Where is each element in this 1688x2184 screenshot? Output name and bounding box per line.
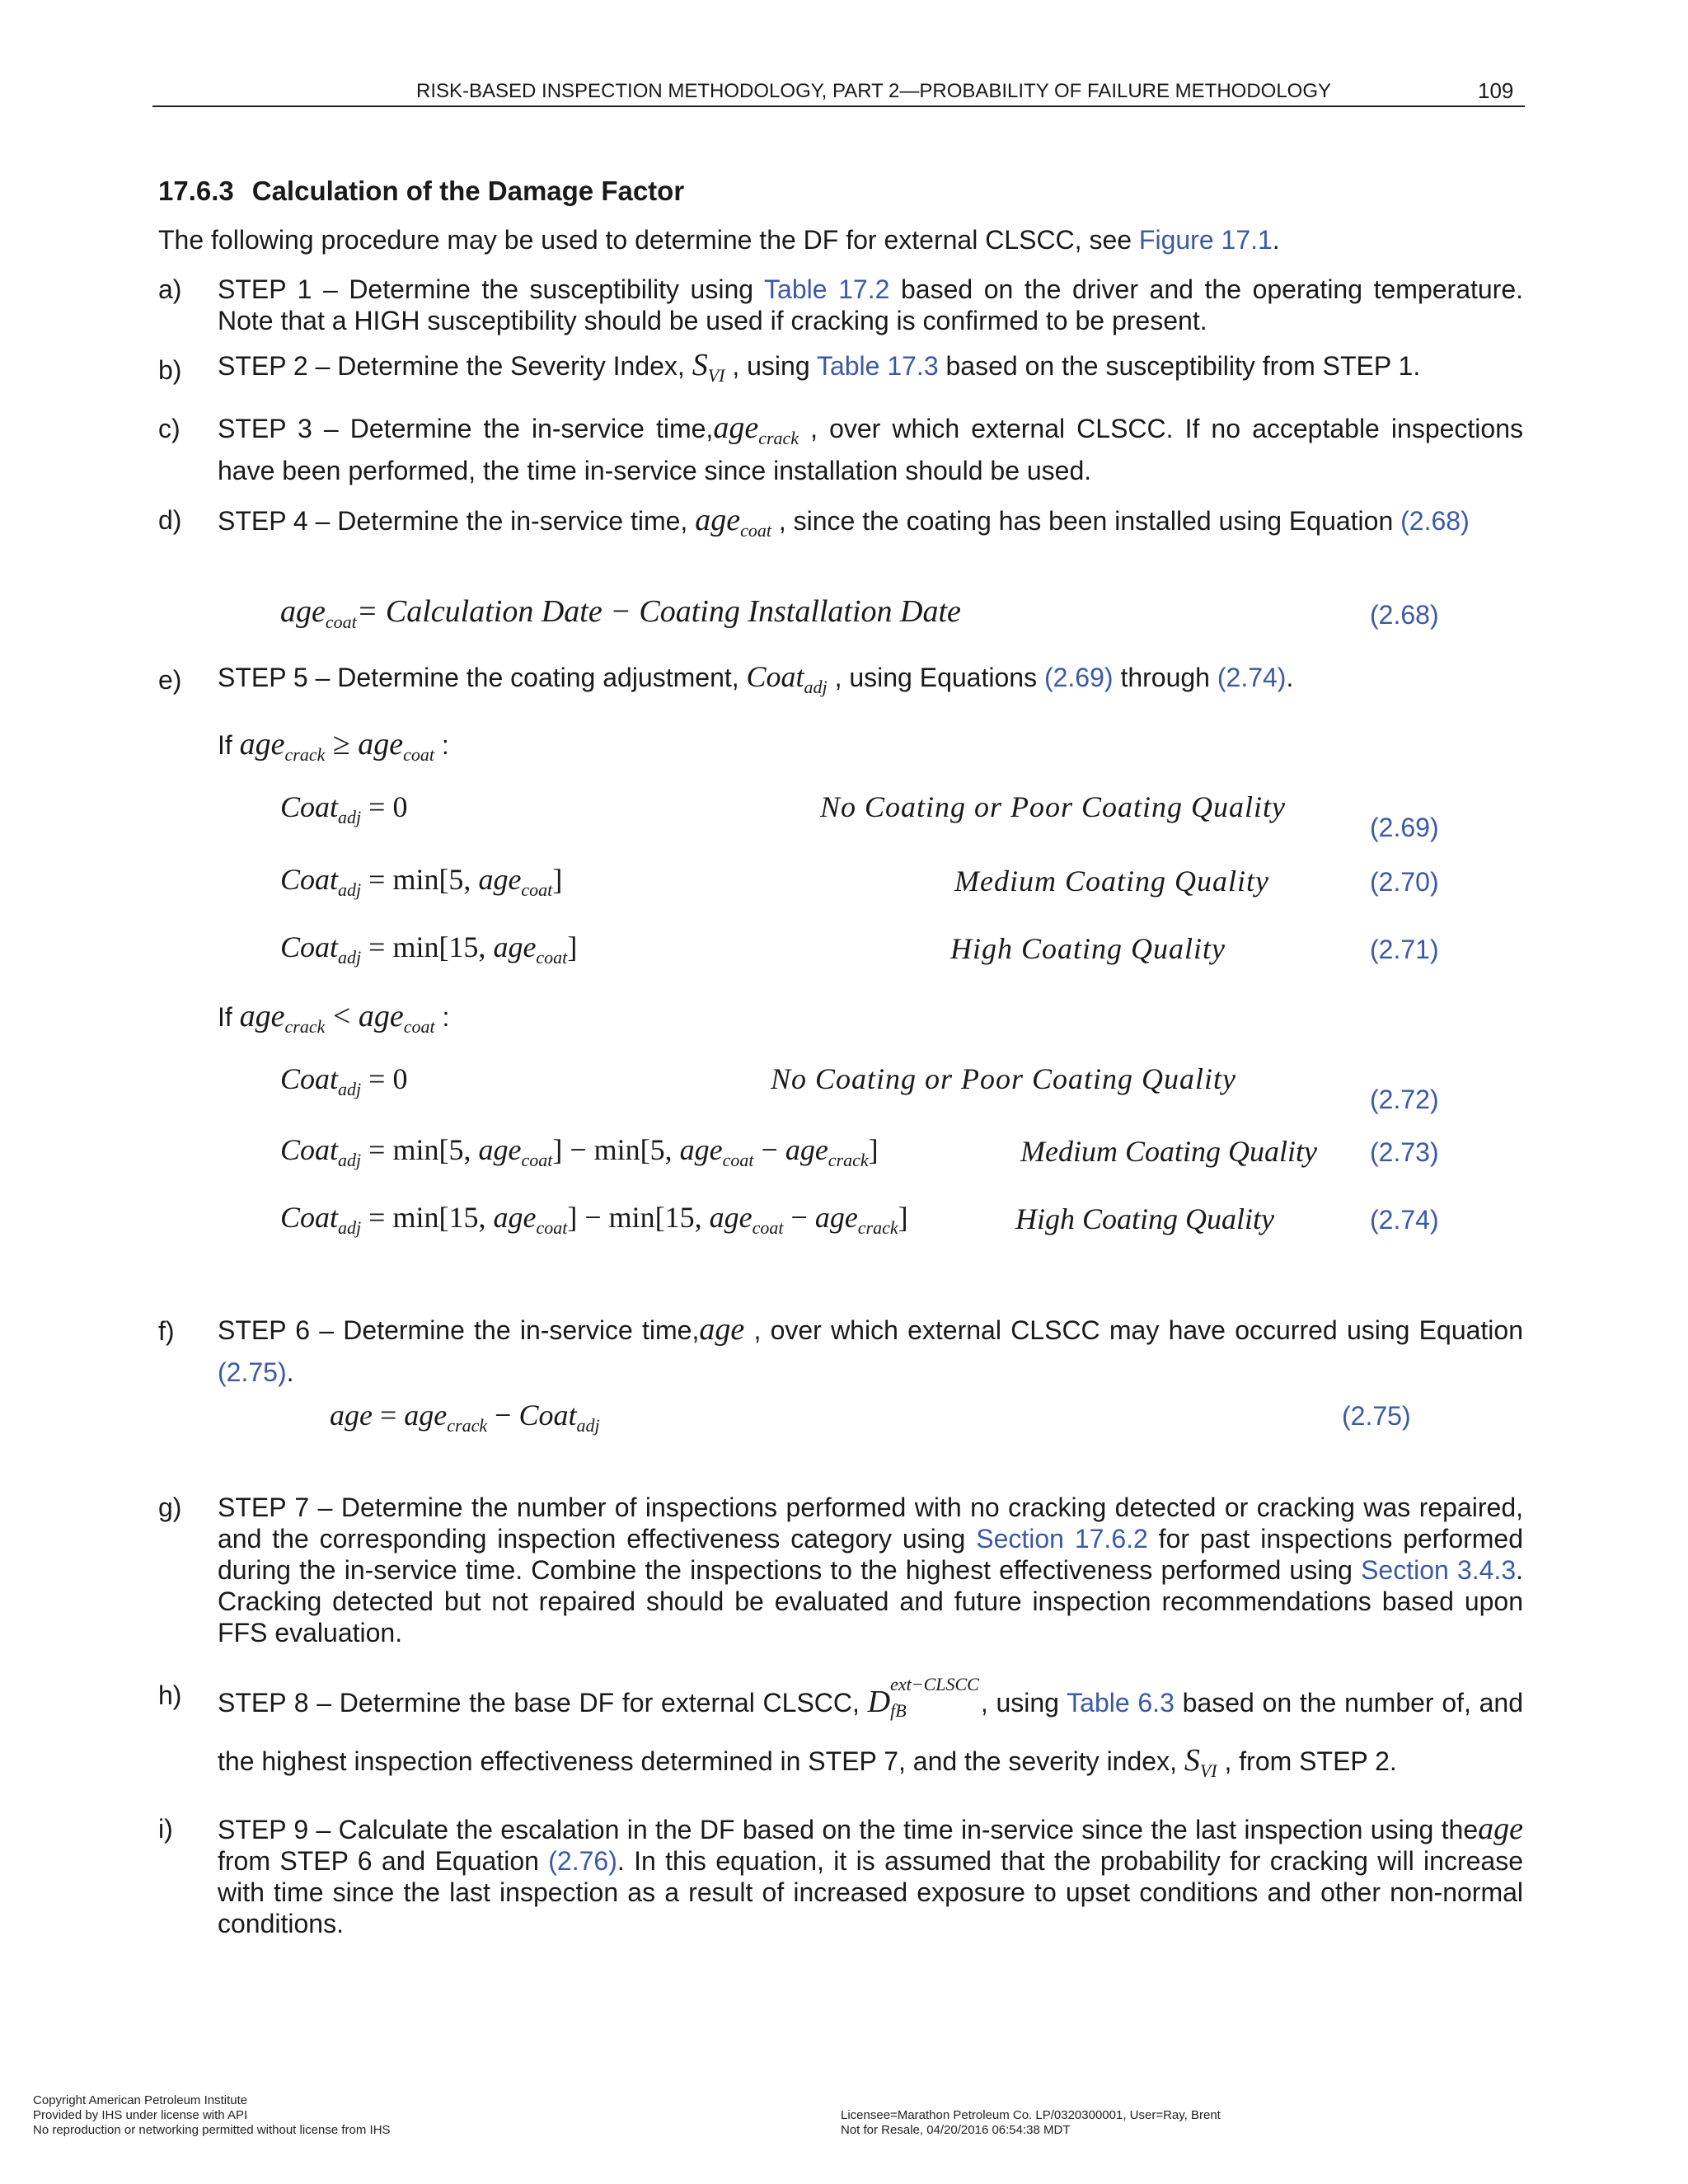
- step-c-label: c): [158, 414, 181, 443]
- eq-number-2-69: (2.69): [1370, 813, 1439, 842]
- step-g-label: g): [158, 1493, 182, 1522]
- step-i-label: i): [158, 1814, 173, 1844]
- equation-2-70: Coat$_{adj}$ = min[5, age$_{coat}$]: [280, 863, 563, 900]
- coating-quality-2-71: High Coating Quality: [950, 932, 1226, 965]
- coating-quality-2-69: No Coating or Poor Coating Quality: [820, 790, 1287, 823]
- severity-index-symbol: $S_{VI}$: [692, 348, 725, 386]
- coating-quality-2-73: Medium Coating Quality: [1020, 1135, 1317, 1168]
- step-h-label: h): [158, 1680, 182, 1710]
- section-title: Calculation of the Damage Factor: [251, 176, 685, 206]
- step-e-label: e): [158, 665, 182, 695]
- figure-17-1-link[interactable]: Figure 17.1: [1138, 225, 1273, 255]
- equation-2-69: Coat$_{adj}$ = 0: [280, 790, 408, 827]
- eq-2-69-link[interactable]: (2.69): [1043, 663, 1114, 692]
- eq-2-68-link[interactable]: (2.68): [1400, 506, 1470, 536]
- step-f-text: STEP 6 – Determine the in-service time,age , over which external CLSCC may have occurred using Equation (2.75).: [218, 1312, 1524, 1387]
- step-d-label: d): [158, 505, 182, 535]
- running-title: RISK-BASED INSPECTION METHODOLOGY, PART 2—PROBABILITY OF FAILURE METHODOLOGY: [416, 80, 1332, 102]
- step-b-text: STEP 2 – Determine the Severity Index, $S_{VI}$ , using Table 17.3 based on the susceptibility from STEP 1.: [218, 348, 1421, 386]
- section-3-4-3-link[interactable]: Section 3.4.3: [1361, 1555, 1517, 1585]
- coating-quality-2-72: No Coating or Poor Coating Quality: [771, 1062, 1237, 1095]
- eq-number-2-73: (2.73): [1370, 1137, 1439, 1167]
- step-c-text: STEP 3 – Determine the in-service time,age$_{crack}$ , over which external CLSCC. If no acceptable inspections have been performed, the time in-service since installation should be used.: [218, 410, 1524, 485]
- footer-left: Copyright American Petroleum Institute Provided by IHS under license with API No reproduction or networking permitted without license from IHS: [33, 2093, 391, 2137]
- running-header: [416, 80, 1331, 103]
- step-f-label: f): [158, 1316, 175, 1346]
- coating-quality-2-74: High Coating Quality: [1015, 1202, 1274, 1235]
- eq-number-2-72: (2.72): [1370, 1085, 1439, 1114]
- table-6-3-link[interactable]: Table 6.3: [1067, 1688, 1175, 1718]
- base-df-symbol: D ext−CLSCC fB: [867, 1674, 979, 1721]
- section-17-6-2-link[interactable]: Section 17.6.2: [976, 1524, 1148, 1554]
- condition-crack-ge-coat: If age$_{crack}$ ≥ age$_{coat}$ :: [218, 727, 449, 765]
- section-heading: [158, 176, 684, 207]
- equation-2-75: age = age$_{crack}$ − Coat$_{adj}$: [330, 1399, 600, 1436]
- table-17-3-link[interactable]: Table 17.3: [816, 351, 939, 381]
- step-e-text: STEP 5 – Determine the coating adjustment, Coat$_{adj}$ , using Equations (2.69) through (2.74).: [218, 660, 1294, 697]
- coating-quality-2-70: Medium Coating Quality: [954, 865, 1269, 898]
- condition-crack-lt-coat: If age$_{crack}$ < age$_{coat}$ :: [218, 999, 450, 1037]
- eq-2-74-link[interactable]: (2.74): [1217, 663, 1287, 692]
- header-rule: [152, 105, 1525, 107]
- equation-2-68: age$_{coat}$= Calculation Date − Coating Installation Date: [280, 594, 961, 632]
- equation-2-74: Coat$_{adj}$ = min[15, age$_{coat}$] − min[15, age$_{coat}$ − age$_{crack}$]: [280, 1201, 908, 1238]
- intro-paragraph: The following procedure may be used to determine the DF for external CLSCC, see Figure 17.1.: [158, 225, 1280, 255]
- table-17-2-link[interactable]: Table 17.2: [764, 274, 890, 304]
- step-a-label: a): [158, 274, 182, 304]
- section-number: 17.6.3: [158, 176, 234, 206]
- equation-2-71: Coat$_{adj}$ = min[15, age$_{coat}$]: [280, 930, 578, 968]
- eq-2-76-link[interactable]: (2.76): [548, 1846, 617, 1876]
- eq-number-2-70: (2.70): [1370, 867, 1439, 897]
- step-i-text: STEP 9 – Calculate the escalation in the DF based on the time in-service since the last inspection using theage from STEP 6 and Equation (2.76). In this equation, it is assumed that the probability for cracking will increase with time since the last inspection as a result of increased exposure to upset conditions and other non-normal conditions.: [218, 1811, 1524, 1938]
- step-d-text: STEP 4 – Determine the in-service time, age$_{coat}$ , since the coating has been installed using Equation (2.68): [218, 503, 1470, 541]
- equation-2-73: Coat$_{adj}$ = min[5, age$_{coat}$] − min[5, age$_{coat}$ − age$_{crack}$]: [280, 1133, 879, 1170]
- eq-number-2-68: (2.68): [1370, 600, 1439, 630]
- page-number: 109: [1478, 78, 1514, 103]
- equation-2-72: Coat$_{adj}$ = 0: [280, 1062, 408, 1099]
- step-b-label: b): [158, 355, 182, 385]
- footer-right: Licensee=Marathon Petroleum Co. LP/0320300001, User=Ray, Brent Not for Resale, 04/20/2016 06:54:38 MDT: [841, 2108, 1221, 2137]
- eq-number-2-74: (2.74): [1370, 1205, 1439, 1235]
- step-g-text: STEP 7 – Determine the number of inspections performed with no cracking detected or cracking was repaired, and the corresponding inspection effectiveness category using Section 17.6.2 for past inspections performed during the in-service time. Combine the inspections to the highest effectiveness performed using Section 3.4.3. Cracking detected but not repaired should be evaluated and future inspection recommendations based upon FFS evaluation.: [218, 1493, 1524, 1647]
- eq-number-2-75: (2.75): [1342, 1401, 1411, 1431]
- eq-number-2-71: (2.71): [1370, 935, 1439, 964]
- step-a-text: STEP 1 – Determine the susceptibility using Table 17.2 based on the driver and the operating temperature. Note that a HIGH susceptibility should be used if cracking is confirmed to be present.: [218, 274, 1524, 335]
- step-h-text: STEP 8 – Determine the base DF for external CLSCC, D ext−CLSCC fB , using Table 6.3 based on the number of, and the highest inspection effectiveness determined in STEP 7, and the severity index, $S_{VI}$ , from STEP 2.: [218, 1674, 1524, 1781]
- eq-2-75-link[interactable]: (2.75): [218, 1357, 287, 1387]
